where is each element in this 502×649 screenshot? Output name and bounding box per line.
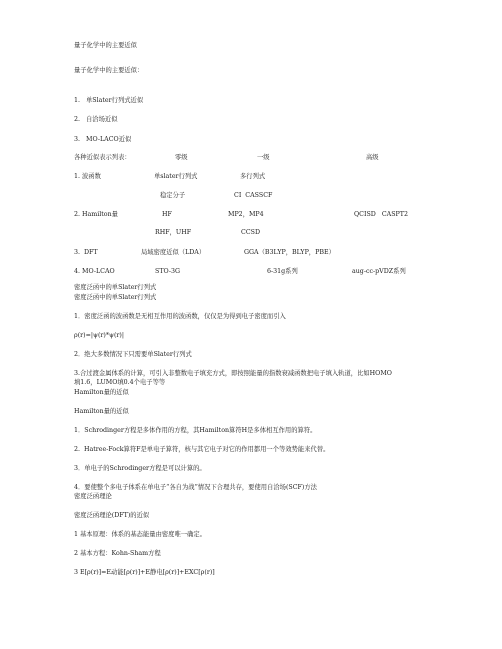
paragraph-3-line-1: 3.合过渡金属体系的计算，可引入非整数电子填充方式，即按照能量的指数衰减函数把电子填入轨道，比如HOMO: [74, 370, 392, 377]
table-header-zero: 零级: [175, 154, 188, 161]
paragraph-2: 2．绝大多数情况下只需要单Slater行列式: [74, 351, 192, 358]
paragraph-3-line-2: 填1.6，LUMO填0.4个电子等等: [74, 379, 166, 386]
row3-zero: 局域密度近似（LDA）: [141, 249, 206, 256]
paragraph-6: 3．单电子的Schrodinger方程是可以计算的。: [74, 465, 206, 472]
section-heading-hamilton-2: Hamilton量的近似: [74, 408, 129, 415]
section-heading-hamilton: Hamilton量的近似: [74, 389, 129, 396]
row1-zero: 单slater行列式: [154, 173, 198, 180]
title-line-1: 量子化学中的主要近似: [74, 42, 137, 49]
paragraph-1: 1．密度泛函的波函数是无相互作用的波函数，仅仅是为得到电子密度而引入: [74, 313, 286, 320]
row1-sub2: CI CASSCF: [234, 192, 273, 199]
list-item-2: 2. 自洽场近似: [74, 116, 118, 123]
section-heading-dft: 密度泛函理论: [74, 493, 112, 500]
section-heading-slater-2: 密度泛函中的单Slater行列式: [74, 294, 157, 301]
energy-formula: 3 E[ρ(r)]=E动能[ρ(r)]+E静电[ρ(r)]+EXC[ρ(r)]: [74, 569, 215, 576]
paragraph-5: 2. Hatree-Fock算符F是单电子算符，核与其它电子对它的作用都用一个等效势能来代替。: [74, 446, 330, 453]
paragraph-7-line-1: 4．要使整个多电子体系在单电子“各自为战”情况下合理共存，要使用自洽场(SCF)方法: [74, 484, 317, 491]
density-formula: ρ(r)=|ψ(r)*ψ(r)|: [74, 332, 125, 339]
list-item-3: 3. MO-LACO近似: [74, 136, 132, 143]
paragraph-9: 2 基本方程：Kohn-Sham方程: [74, 550, 161, 557]
table-header-first: 一级: [257, 154, 270, 161]
list-item-1: 1. 单Slater行列式近似: [74, 97, 144, 104]
title-line-2: 量子化学中的主要近似：: [74, 67, 144, 74]
row4-high: aug-cc-pVDZ系列: [352, 268, 406, 275]
row4-first: 6-31g系列: [267, 268, 298, 275]
row2-sub: RHF，UHF: [155, 229, 192, 236]
row1-label: 1. 波函数: [74, 173, 101, 180]
row2-first: MP2，MP4: [228, 211, 264, 218]
row4-label: 4. MO-LCAO: [74, 268, 115, 275]
row2-high: QCISD CASPT2: [354, 211, 408, 218]
table-header-label: 各种近似表示列表：: [74, 154, 131, 161]
paragraph-8: 1 基本原理：体系的基态能量由密度唯一确定。: [74, 531, 206, 538]
row4-zero: STO-3G: [155, 268, 181, 275]
row2-label: 2. Hamilton量: [74, 211, 118, 218]
row2-zero: HF: [162, 211, 172, 218]
section-heading-dft-approx: 密度泛函理论(DFT)的近似: [74, 512, 150, 519]
row1-first: 多行列式: [240, 173, 266, 180]
row2-sub2: CCSD: [241, 229, 260, 236]
section-heading-slater: 密度泛函中的单Slater行列式: [74, 284, 157, 291]
row1-sub: 稳定分子: [160, 192, 186, 199]
row3-label: 3. DFT: [74, 249, 98, 256]
table-header-high: 高级: [366, 154, 379, 161]
row3-first: GGA（B3LYP，BLYP，PBE）: [244, 249, 335, 256]
paragraph-4: 1．Schrodinger方程是多体作用的方程，其Hamilton算符H是多体相互作用的算符。: [74, 427, 317, 434]
